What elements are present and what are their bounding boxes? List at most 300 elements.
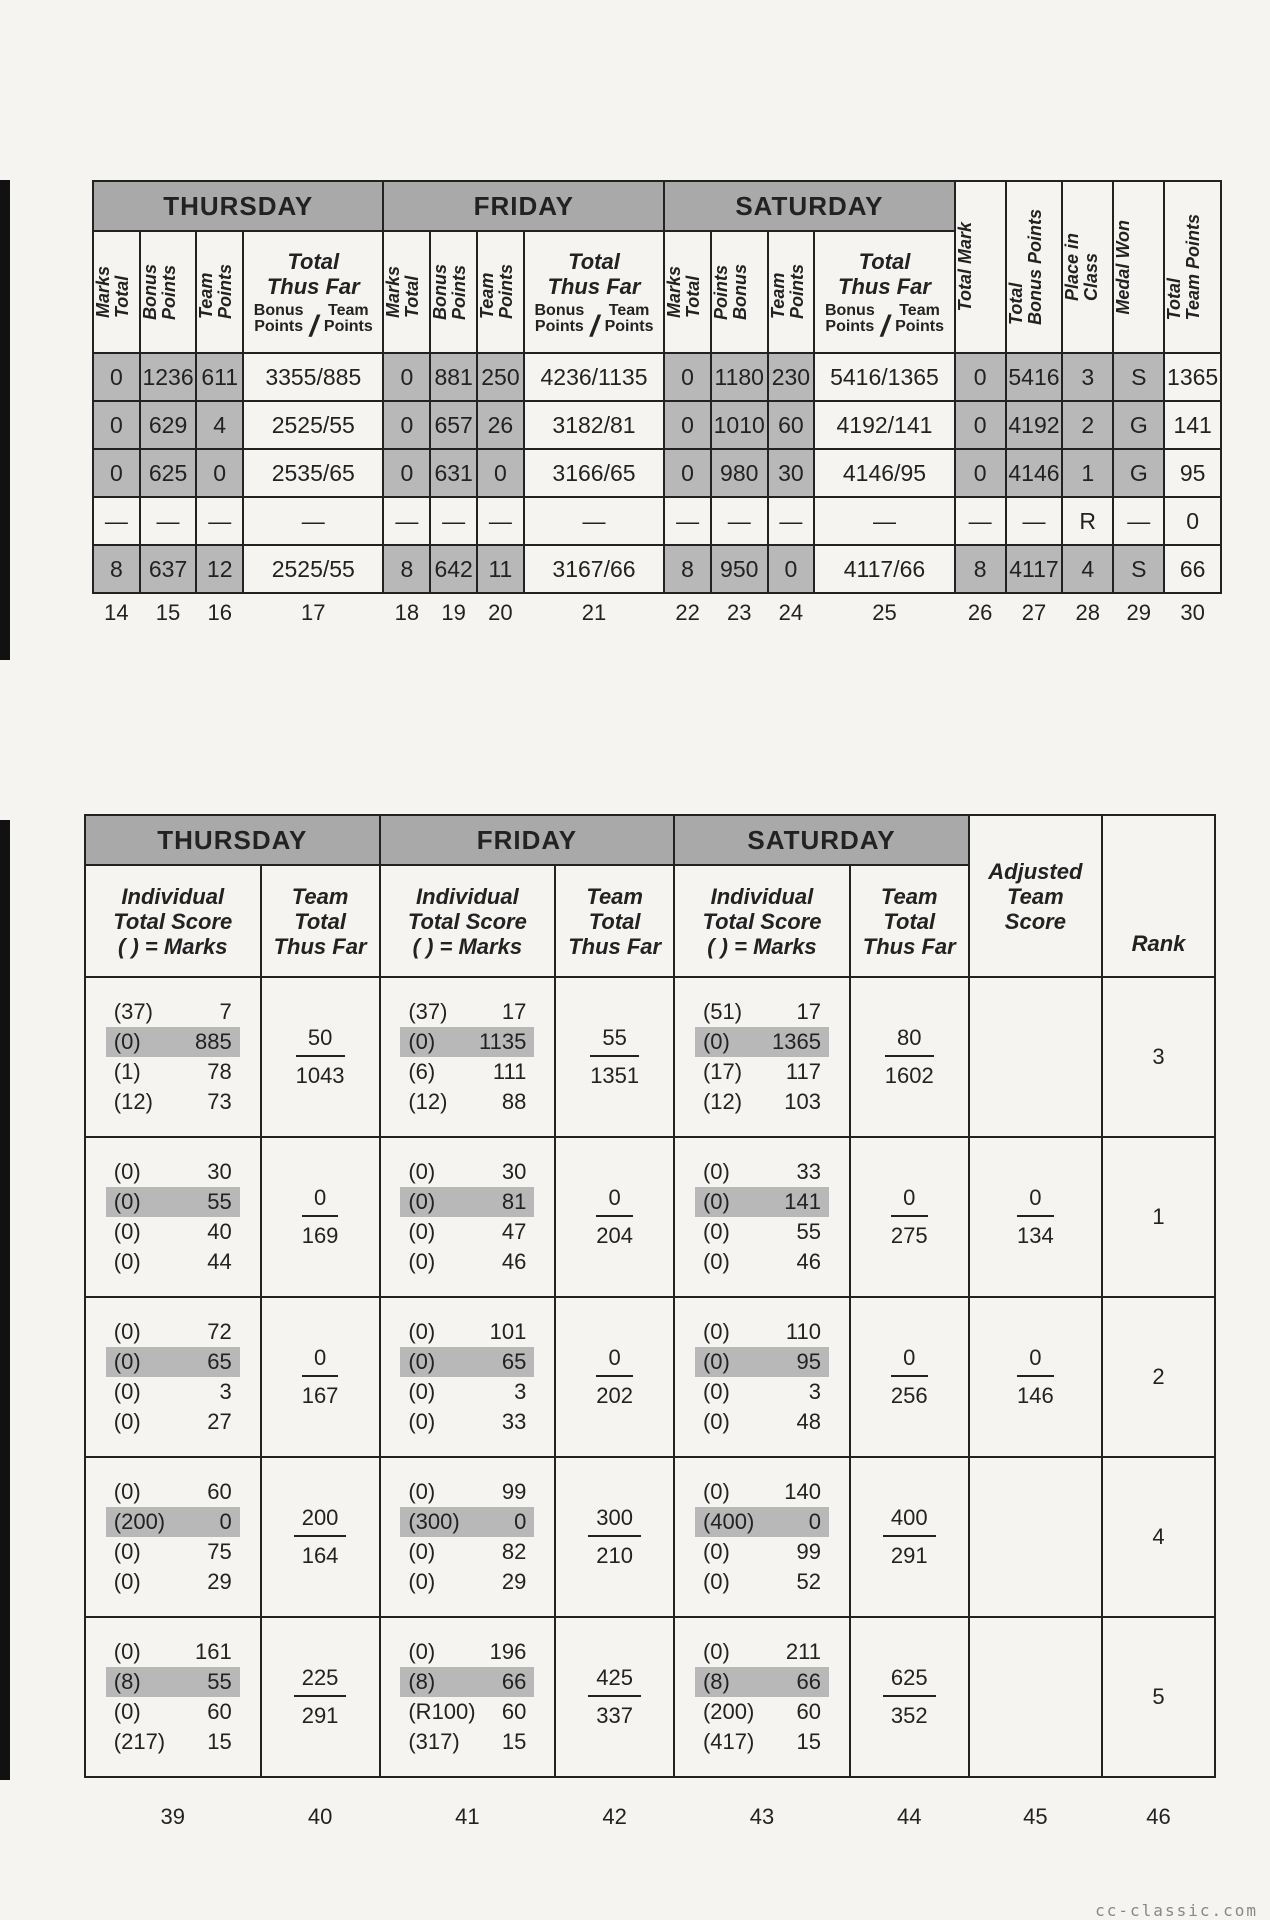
watermark: cc-classic.com [1095, 1901, 1258, 1920]
t1-cell: 611 [196, 353, 243, 401]
t1-cell: 11 [477, 545, 524, 593]
fraction-score: 1351 [590, 1063, 640, 1088]
t2-team-row [85, 1617, 1215, 1777]
t1-column-number: 29 [1126, 600, 1151, 625]
t1-cell: — [477, 497, 524, 545]
t1-summary-header-label: Total Team Points [1164, 213, 1204, 321]
individual-scores [400, 1317, 534, 1437]
t2-team-label: Team Total Thus Far [273, 883, 367, 959]
t1-thus-far-sub [525, 302, 663, 343]
t1-cell: 4 [1062, 545, 1113, 593]
fraction-marks: 200 [294, 1505, 347, 1537]
t1-sub-header [140, 231, 197, 353]
t1-sub-header [383, 231, 430, 353]
individual-marks: (0) [702, 1639, 730, 1664]
individual-score-line [106, 1667, 240, 1697]
individual-scores [400, 1477, 534, 1597]
team-total-fraction [891, 1185, 928, 1249]
individual-marks: (12) [408, 1089, 448, 1114]
t1-cell: 2525/55 [243, 545, 383, 593]
t1-column-number: 21 [581, 600, 607, 625]
t1-cell: 0 [383, 449, 430, 497]
individual-score-line [400, 1247, 534, 1277]
t1-summary-header [1113, 181, 1164, 353]
team-total-fraction [294, 1665, 347, 1729]
t2-adjusted-label: Adjusted Team Score [988, 858, 1083, 934]
t1-cell: 12 [196, 545, 243, 593]
individual-marks: (8) [113, 1669, 141, 1694]
t2-adjusted-cell [969, 1137, 1102, 1297]
t1-column-number: 14 [104, 600, 129, 625]
individual-marks: (0) [702, 1319, 730, 1344]
individual-marks: (300) [408, 1509, 460, 1534]
individual-score: 33 [501, 1409, 527, 1434]
t1-cell: 3182/81 [524, 401, 664, 449]
individual-score: 111 [492, 1059, 527, 1084]
individual-score-line [106, 1637, 240, 1667]
t1-cell: — [430, 497, 477, 545]
individual-score: 30 [501, 1159, 527, 1184]
t1-sub-header [93, 231, 140, 353]
t2-column-number: 39 [160, 1804, 186, 1829]
t1-cell: 637 [140, 545, 197, 593]
individual-score-line [695, 1027, 829, 1057]
team-total-fraction [588, 1505, 641, 1569]
t2-team-total-cell [850, 1457, 969, 1617]
t1-thus-far-sub [815, 302, 953, 343]
individual-marks: (0) [113, 1189, 141, 1214]
t1-cell: — [196, 497, 243, 545]
t2-team-total-cell [555, 1457, 674, 1617]
fraction-score: 204 [596, 1223, 634, 1248]
individual-marks: (0) [408, 1159, 436, 1184]
fraction-score: 1602 [884, 1063, 934, 1088]
t2-individual-header [85, 865, 261, 977]
individual-score-line [400, 1567, 534, 1597]
t1-day-header-row [93, 181, 1221, 231]
individual-marks: (6) [408, 1059, 436, 1084]
fraction-score: 291 [890, 1543, 928, 1568]
t2-column-number: 45 [1023, 1804, 1048, 1829]
individual-score-line [695, 1187, 829, 1217]
fraction-marks: 0 [891, 1185, 928, 1217]
individual-marks: (0) [408, 1249, 436, 1274]
t2-team-total-cell [555, 1617, 674, 1777]
t1-sub-header-label: Bonus Points [430, 264, 470, 320]
individual-scores [695, 1637, 829, 1757]
t1-summary-header-label: Medal Won [1113, 219, 1134, 315]
individual-marks: (0) [408, 1219, 436, 1244]
individual-score: 66 [796, 1669, 821, 1694]
individual-marks: (0) [408, 1029, 436, 1054]
t1-cell: 60 [768, 401, 815, 449]
individual-score: 81 [501, 1189, 527, 1214]
t1-sub-header [711, 231, 768, 353]
individual-marks: (0) [702, 1479, 730, 1504]
t2-column-number: 41 [455, 1804, 480, 1829]
t1-cell: 30 [768, 449, 815, 497]
t1-cell: 5416 [1006, 353, 1063, 401]
t1-cell: — [524, 497, 664, 545]
individual-score-line [106, 1567, 240, 1597]
individual-scores [695, 1477, 829, 1597]
individual-score-line [400, 1317, 534, 1347]
team-total-fraction [1017, 1185, 1054, 1249]
individual-score-line [106, 1537, 240, 1567]
individual-score: 211 [785, 1639, 821, 1664]
fraction-marks: 425 [588, 1665, 641, 1697]
individual-score-line [400, 1187, 534, 1217]
individual-marks: (0) [408, 1479, 436, 1504]
t2-individual-cell [85, 977, 261, 1137]
individual-score-line [695, 1057, 829, 1087]
individual-score-line [400, 1087, 534, 1117]
t1-cell: 250 [477, 353, 524, 401]
t2-day-header: FRIDAY [380, 815, 675, 865]
individual-marks: (1) [113, 1059, 141, 1084]
t2-individual-cell [674, 1297, 850, 1457]
individual-score-line [695, 1727, 829, 1757]
t1-summary-header [1006, 181, 1063, 353]
individual-score: 75 [207, 1539, 232, 1564]
t2-individual-cell [85, 1297, 261, 1457]
individual-marks: (17) [702, 1059, 743, 1084]
t2-rank-cell: 3 [1102, 977, 1215, 1137]
fraction-score: 337 [596, 1703, 634, 1728]
t1-cell: 0 [196, 449, 243, 497]
t1-cell: 0 [664, 401, 711, 449]
individual-score-line [106, 1507, 240, 1537]
individual-score: 7 [219, 999, 232, 1024]
fraction-marks: 0 [891, 1345, 928, 1377]
t1-cell: 1 [1062, 449, 1113, 497]
t1-cell: 66 [1164, 545, 1221, 593]
t1-cell: 26 [477, 401, 524, 449]
t2-individual-cell [674, 1617, 850, 1777]
t2-team-label: Team Total Thus Far [568, 883, 662, 959]
t1-cell: 2525/55 [243, 401, 383, 449]
t1-row [93, 545, 1221, 593]
t2-individual-label: Individual Total Score ( ) = Marks [113, 883, 233, 959]
individual-scores [400, 997, 534, 1117]
t2-individual-label: Individual Total Score ( ) = Marks [407, 883, 527, 959]
individual-marks: (0) [113, 1159, 141, 1184]
t1-cell: 0 [477, 449, 524, 497]
team-total-fraction [883, 1665, 936, 1729]
individual-score: 46 [501, 1249, 527, 1274]
t1-sub-header-label: Team Points [767, 264, 807, 320]
individual-marks: (51) [702, 999, 743, 1024]
t1-cell: 8 [93, 545, 140, 593]
t2-team-total-cell [555, 977, 674, 1137]
team-total-fraction [596, 1345, 633, 1409]
individual-marks: (0) [702, 1029, 730, 1054]
t1-cell: — [768, 497, 815, 545]
t2-individual-cell [380, 1137, 556, 1297]
t1-summary-header-label: Total Mark [954, 222, 975, 312]
t2-individual-header [380, 865, 556, 977]
t2-individual-label: Individual Total Score ( ) = Marks [702, 883, 822, 959]
t1-cell: 631 [430, 449, 477, 497]
fraction-score: 134 [1017, 1223, 1054, 1248]
t2-team-header [850, 865, 969, 977]
t1-cell: 8 [383, 545, 430, 593]
t1-column-number: 23 [726, 600, 752, 625]
individual-score: 44 [207, 1249, 232, 1274]
individual-score-line [695, 1217, 829, 1247]
individual-score-line [106, 1187, 240, 1217]
individual-marks: (417) [702, 1729, 755, 1754]
t1-sub-header [430, 231, 477, 353]
individual-score: 17 [501, 999, 527, 1024]
t1-cell: 0 [93, 353, 140, 401]
individual-marks: (200) [702, 1699, 755, 1724]
fraction-marks: 0 [1017, 1345, 1054, 1377]
t1-thus-far-title: Total Thus Far [266, 249, 360, 299]
t2-column-number: 40 [307, 1804, 333, 1829]
t1-column-number: 27 [1021, 600, 1047, 625]
t2-team-row [85, 977, 1215, 1137]
fraction-score: 202 [596, 1383, 634, 1408]
t2-team-total-cell [261, 1617, 380, 1777]
t1-column-number: 19 [441, 600, 466, 625]
t1-thus-far-left: Bonus Points [824, 302, 875, 335]
individual-score-line [695, 1477, 829, 1507]
individual-marks: (0) [702, 1249, 730, 1274]
fraction-marks: 225 [294, 1665, 347, 1697]
individual-score-line [400, 1057, 534, 1087]
fraction-score: 352 [890, 1703, 928, 1728]
individual-marks: (0) [408, 1189, 436, 1214]
individual-marks: (0) [113, 1029, 141, 1054]
t1-row [93, 497, 1221, 545]
t1-thus-far-left: Bonus Points [253, 302, 304, 335]
t1-column-number: 26 [967, 600, 993, 625]
individual-marks: (0) [113, 1539, 141, 1564]
t1-thus-far-title: Total Thus Far [838, 249, 931, 299]
individual-marks: (0) [113, 1699, 141, 1724]
t1-summary-header-label: Total Bonus Points [1005, 209, 1045, 325]
t1-cell: 0 [383, 401, 430, 449]
individual-marks: (0) [113, 1409, 141, 1434]
t1-cell: 881 [430, 353, 477, 401]
t1-row [93, 449, 1221, 497]
t1-row [93, 401, 1221, 449]
t1-cell: G [1113, 401, 1164, 449]
individual-score-line [400, 1477, 534, 1507]
individual-score-line [695, 1087, 829, 1117]
team-total-fraction [885, 1025, 934, 1089]
individual-score: 101 [489, 1319, 527, 1344]
t1-column-number: 24 [778, 600, 804, 625]
individual-score-line [695, 1377, 829, 1407]
t1-cell: — [814, 497, 954, 545]
individual-score: 78 [207, 1059, 232, 1084]
fraction-marks: 0 [596, 1185, 633, 1217]
individual-score: 0 [514, 1509, 527, 1534]
t1-column-number: 30 [1180, 600, 1205, 625]
t2-rank-label: Rank [1131, 931, 1186, 956]
t2-team-total-cell [261, 977, 380, 1137]
individual-score-line [400, 1637, 534, 1667]
individual-score: 1365 [772, 1029, 821, 1054]
individual-marks: (0) [113, 1479, 141, 1504]
individual-marks: (0) [113, 1639, 141, 1664]
t1-cell: 0 [955, 449, 1006, 497]
t1-sub-header [664, 231, 711, 353]
t1-cell: 4117 [1006, 545, 1063, 593]
t2-individual-cell [85, 1617, 261, 1777]
t1-cell: 0 [664, 353, 711, 401]
t1-summary-header-label: Place in Class [1062, 232, 1102, 302]
individual-score-line [400, 1347, 534, 1377]
t1-cell: 0 [383, 353, 430, 401]
team-score-table [84, 814, 1216, 1830]
t1-summary-header [955, 181, 1006, 353]
page-edge-mark-top [0, 180, 10, 660]
individual-scores [695, 997, 829, 1117]
individual-marks: (217) [113, 1729, 166, 1754]
t1-cell: S [1113, 545, 1164, 593]
t1-thus-far-slash: / [590, 310, 599, 343]
t1-cell: 8 [664, 545, 711, 593]
t1-cell: — [140, 497, 197, 545]
individual-marks: (0) [113, 1219, 141, 1244]
t2-team-total-cell [261, 1457, 380, 1617]
individual-score-line [106, 1347, 240, 1377]
t1-sub-header [477, 231, 524, 353]
individual-score-line [106, 1377, 240, 1407]
t1-thus-far-left: Bonus Points [534, 302, 585, 335]
individual-score: 99 [796, 1539, 821, 1564]
t2-rank-header [1102, 815, 1215, 977]
fraction-marks: 300 [588, 1505, 641, 1537]
t1-sub-header-label: Marks Total [93, 265, 132, 319]
t1-cell: 141 [1164, 401, 1221, 449]
t1-column-numbers [93, 593, 1221, 626]
individual-marks: (0) [408, 1409, 436, 1434]
t1-cell: 0 [955, 401, 1006, 449]
individual-score: 1135 [479, 1029, 527, 1054]
t1-thus-far-header [524, 231, 664, 353]
t1-cell: 1180 [711, 353, 768, 401]
t2-column-numbers [85, 1777, 1215, 1830]
team-total-fraction [302, 1345, 339, 1409]
individual-score: 66 [501, 1669, 527, 1694]
t1-cell: — [243, 497, 383, 545]
individual-scores [400, 1157, 534, 1277]
individual-score-line [106, 997, 240, 1027]
fraction-marks: 625 [883, 1665, 936, 1697]
t2-individual-header [674, 865, 850, 977]
t1-cell: 3 [1062, 353, 1113, 401]
individual-marks: (0) [702, 1159, 730, 1184]
individual-marks: (0) [408, 1569, 436, 1594]
t2-column-number: 44 [897, 1804, 922, 1829]
individual-score-line [106, 1407, 240, 1437]
individual-score-line [400, 1157, 534, 1187]
individual-score: 30 [207, 1159, 232, 1184]
t2-rank-cell: 4 [1102, 1457, 1215, 1617]
fraction-score: 167 [301, 1383, 339, 1408]
t1-cell: 0 [1164, 497, 1221, 545]
individual-score: 29 [501, 1569, 527, 1594]
individual-marks: (0) [113, 1569, 141, 1594]
individual-score-line [400, 1407, 534, 1437]
individual-score: 3 [808, 1379, 821, 1404]
t1-cell: — [383, 497, 430, 545]
individual-marks: (0) [702, 1219, 730, 1244]
individual-score: 47 [501, 1219, 527, 1244]
individual-score: 15 [501, 1729, 527, 1754]
t1-cell: 657 [430, 401, 477, 449]
individual-score-line [695, 997, 829, 1027]
individual-score: 141 [784, 1189, 821, 1214]
t2-rank-cell: 1 [1102, 1137, 1215, 1297]
individual-score: 60 [207, 1479, 232, 1504]
individual-score-line [400, 1667, 534, 1697]
individual-scores [106, 1477, 240, 1597]
t1-column-number: 18 [394, 600, 420, 625]
t1-cell: 3166/65 [524, 449, 664, 497]
individual-score-line [695, 1317, 829, 1347]
t1-cell: 0 [955, 353, 1006, 401]
t2-team-total-cell [850, 1297, 969, 1457]
t1-column-number: 28 [1075, 600, 1100, 625]
individual-score: 60 [501, 1699, 527, 1724]
individual-marks: (8) [408, 1669, 436, 1694]
t2-individual-cell [674, 977, 850, 1137]
t1-cell: 0 [93, 449, 140, 497]
individual-score: 46 [796, 1249, 821, 1274]
t1-cell: 4 [196, 401, 243, 449]
individual-score-line [695, 1537, 829, 1567]
fraction-marks: 50 [296, 1025, 345, 1057]
individual-score-line [695, 1347, 829, 1377]
individual-marks: (0) [408, 1379, 436, 1404]
fraction-marks: 80 [885, 1025, 934, 1057]
fraction-marks: 0 [302, 1345, 339, 1377]
t1-cell: 3167/66 [524, 545, 664, 593]
t1-cell: 0 [664, 449, 711, 497]
t2-individual-cell [380, 1297, 556, 1457]
individual-score: 27 [207, 1409, 232, 1434]
individual-score-line [695, 1407, 829, 1437]
t1-cell: 2535/65 [243, 449, 383, 497]
t2-team-total-cell [555, 1137, 674, 1297]
individual-score: 40 [207, 1219, 232, 1244]
t1-thus-far-title: Total Thus Far [547, 249, 641, 299]
t1-cell: 1010 [711, 401, 768, 449]
t1-cell: 0 [93, 401, 140, 449]
individual-score: 65 [501, 1349, 527, 1374]
t2-team-header [555, 865, 674, 977]
individual-score: 140 [784, 1479, 821, 1504]
fraction-marks: 0 [302, 1185, 339, 1217]
t2-team-row [85, 1137, 1215, 1297]
individual-score-line [400, 1217, 534, 1247]
individual-marks: (400) [702, 1509, 755, 1534]
individual-marks: (0) [113, 1249, 141, 1274]
individual-score-line [106, 1057, 240, 1087]
team-total-fraction [302, 1185, 339, 1249]
t2-team-total-cell [261, 1297, 380, 1457]
t1-column-number: 15 [155, 600, 181, 625]
individual-score: 103 [784, 1089, 821, 1114]
fraction-score: 1043 [295, 1063, 345, 1088]
individual-score-line [695, 1247, 829, 1277]
fraction-score: 256 [890, 1383, 928, 1408]
